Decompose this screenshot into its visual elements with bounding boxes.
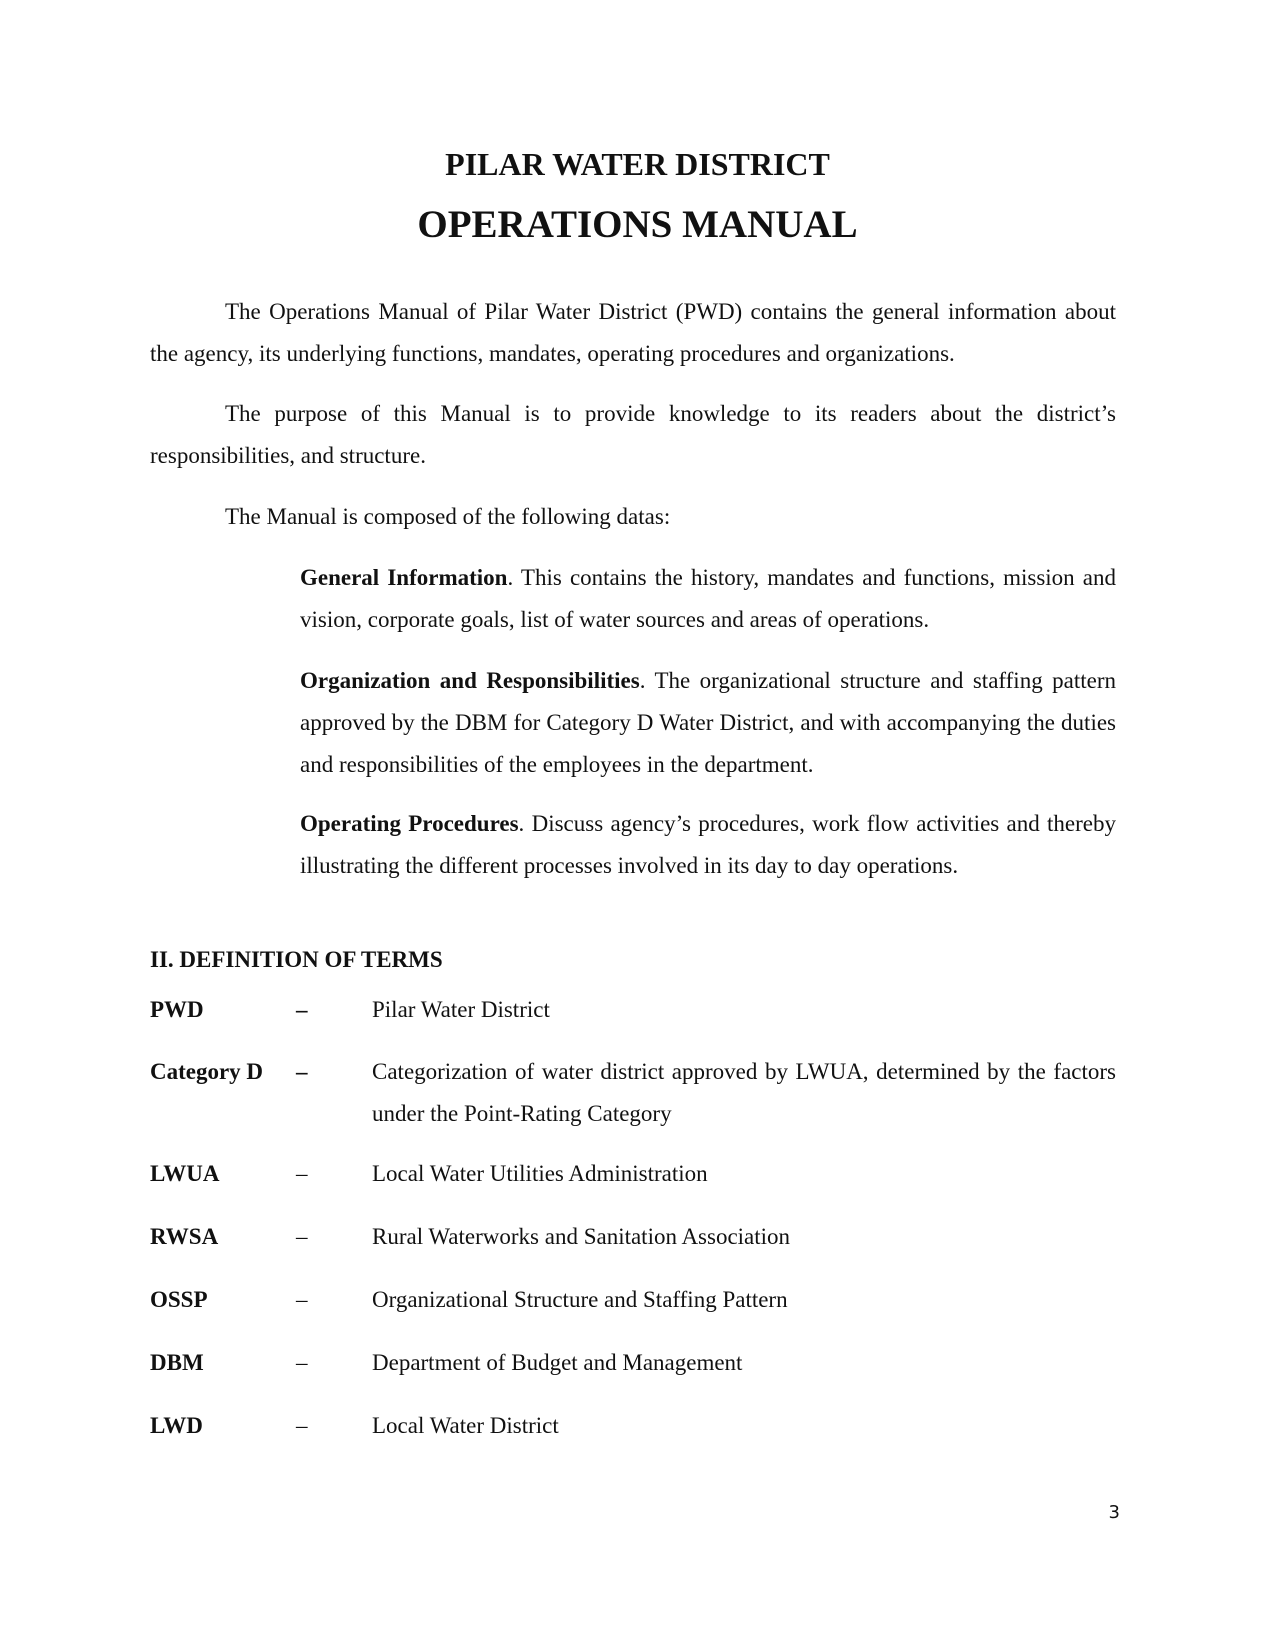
- content-item-heading: General Information: [300, 565, 508, 590]
- term-dash: –: [296, 1287, 308, 1312]
- content-item-heading: Organization and Responsibilities: [300, 668, 640, 693]
- document-title-line1: PILAR WATER DISTRICT: [445, 146, 830, 182]
- term-dash: –: [296, 1350, 308, 1375]
- term-dash: –: [296, 1224, 308, 1249]
- term-dash: –: [296, 1059, 308, 1084]
- term-abbreviation: PWD: [150, 997, 204, 1022]
- term-definition: Categorization of water district approved by LWUA, determined by the factors under the Point-Rating Category: [372, 1059, 1116, 1126]
- term-definition: Local Water Utilities Administration: [372, 1161, 708, 1186]
- intro-paragraph-3: The Manual is composed of the following datas:: [225, 504, 671, 529]
- term-definition: Rural Waterworks and Sanitation Association: [372, 1224, 791, 1249]
- content-item-organization: [300, 660, 1116, 786]
- content-item-text: . Discuss agency’s procedures, work flow activities and thereby illustrating the different processes involved in its day to day operations.: [300, 811, 1117, 878]
- term-dash: –: [296, 1161, 308, 1186]
- term-dash: –: [296, 1413, 308, 1438]
- term-abbreviation: OSSP: [150, 1287, 208, 1312]
- content-item-text: . This contains the history, mandates and functions, mission and vision, corporate goals, list of water sources and areas of operations.: [300, 565, 1117, 632]
- section-heading-definitions: II. DEFINITION OF TERMS: [150, 947, 443, 972]
- term-definition: Organizational Structure and Staffing Pattern: [372, 1287, 788, 1312]
- term-definition: Pilar Water District: [372, 997, 550, 1022]
- term-definition: Department of Budget and Management: [372, 1350, 743, 1375]
- content-item-operating-procedures: [300, 803, 1116, 887]
- intro-paragraph-1: The Operations Manual of Pilar Water District (PWD) contains the general information about the agency, its underlying functions, mandates, operating procedures and organizations.: [150, 299, 1116, 366]
- intro-paragraph-2: The purpose of this Manual is to provide knowledge to its readers about the district’s responsibilities, and structure.: [150, 401, 1116, 468]
- term-abbreviation: LWD: [150, 1413, 203, 1438]
- term-dash: –: [296, 997, 308, 1022]
- page-number: 3: [1108, 1502, 1120, 1523]
- content-item-text: . The organizational structure and staffing pattern approved by the DBM for Category D Water District, and with accompanying the duties and responsibilities of the employees in the department.: [300, 668, 1116, 777]
- content-item-general-information: [300, 557, 1116, 641]
- term-abbreviation: LWUA: [150, 1161, 220, 1186]
- term-abbreviation: DBM: [150, 1350, 204, 1375]
- content-item-heading: Operating Procedures: [300, 811, 519, 836]
- term-abbreviation: Category D: [150, 1059, 264, 1084]
- term-definition: Local Water District: [372, 1413, 559, 1438]
- document-title-line2: OPERATIONS MANUAL: [417, 203, 858, 246]
- term-abbreviation: RWSA: [150, 1224, 219, 1249]
